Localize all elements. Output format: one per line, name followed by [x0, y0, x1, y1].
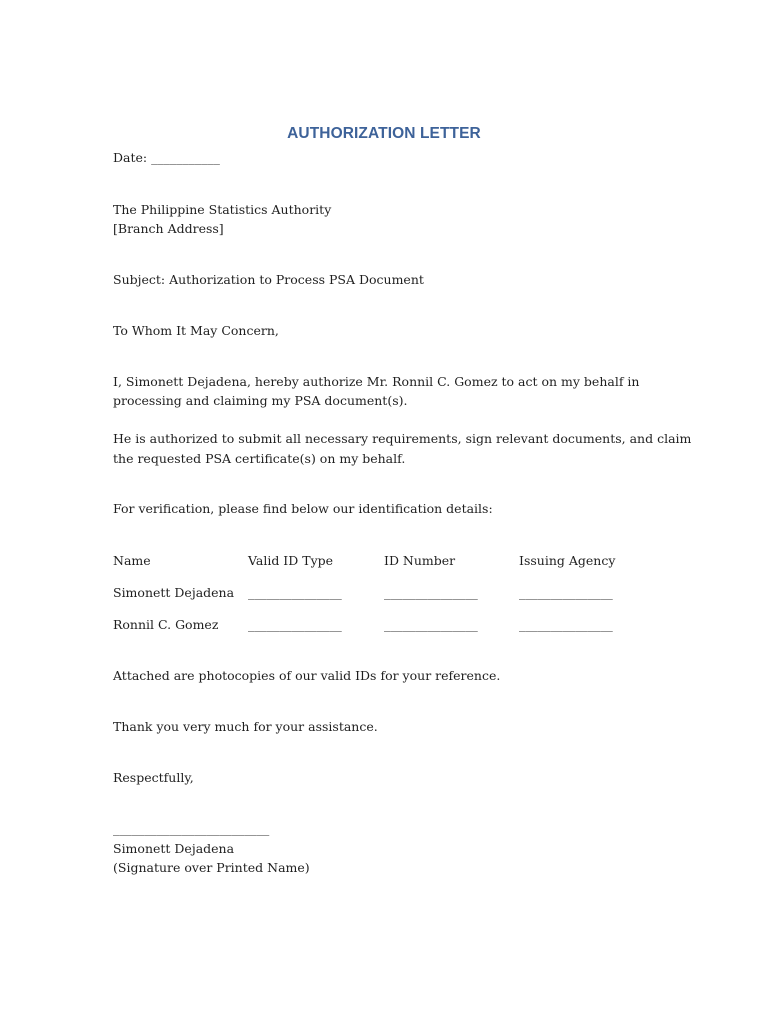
table-cell-id-type: _______________ [248, 585, 342, 600]
table-cell-name: Simonett Dejadena [113, 585, 235, 600]
table-cell-issuing-agency: _______________ [519, 617, 613, 632]
table-cell-id-number: _______________ [384, 617, 478, 632]
verification-paragraph: For verification, please find below our identification details: [113, 501, 493, 516]
table-header-issuing-agency: Issuing Agency [519, 553, 616, 568]
table-cell-id-type: _______________ [248, 617, 342, 632]
table-cell-issuing-agency: _______________ [519, 585, 613, 600]
letter-title: AUTHORIZATION LETTER [287, 125, 481, 142]
closing: Respectfully, [113, 770, 194, 785]
signature-line: _________________________ [113, 821, 270, 836]
attached-note: Attached are photocopies of our valid IDs for your reference. [113, 668, 501, 683]
table-cell-id-number: _______________ [384, 585, 478, 600]
table-cell-name: Ronnil C. Gomez [113, 617, 219, 632]
table-header-id-type: Valid ID Type [248, 553, 334, 568]
table-header-name: Name [113, 553, 151, 568]
body-paragraph-2-line-2: the requested PSA certificate(s) on my behalf. [113, 451, 406, 466]
recipient-address: [Branch Address] [113, 221, 224, 236]
table-header-id-number: ID Number [384, 553, 456, 568]
body-paragraph-2-line-1: He is authorized to submit all necessary requirements, sign relevant documents, and claim [113, 431, 692, 446]
salutation: To Whom It May Concern, [113, 323, 279, 338]
signatory-name: Simonett Dejadena [113, 841, 235, 856]
body-paragraph-1-line-2: processing and claiming my PSA document(s). [113, 393, 408, 408]
subject-line: Subject: Authorization to Process PSA Document [113, 272, 424, 287]
signature-caption: (Signature over Printed Name) [113, 860, 310, 875]
recipient-org: The Philippine Statistics Authority [113, 202, 332, 217]
thanks-line: Thank you very much for your assistance. [113, 719, 378, 734]
body-paragraph-1-line-1: I, Simonett Dejadena, hereby authorize Mr. Ronnil C. Gomez to act on my behalf in [113, 374, 640, 389]
date-line: Date: ___________ [113, 150, 220, 165]
